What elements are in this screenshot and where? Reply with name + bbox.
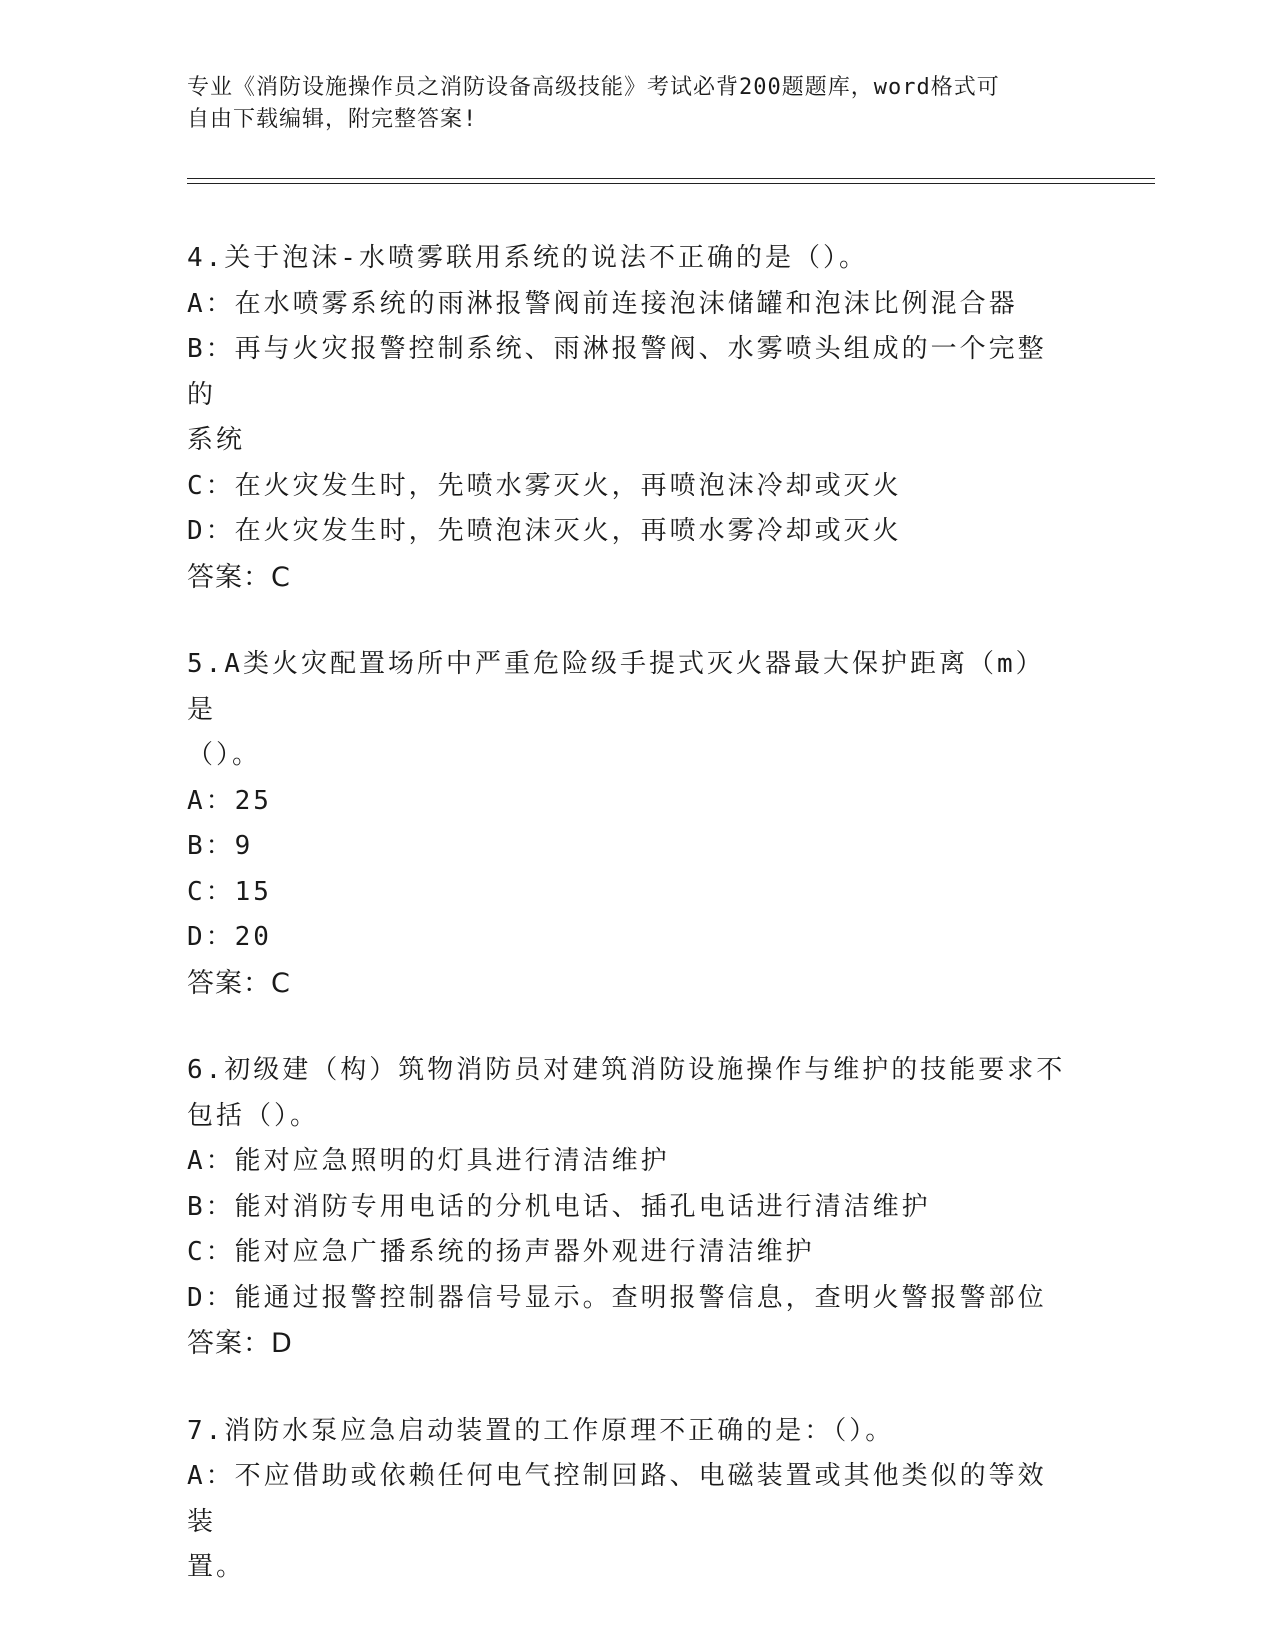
option-c: C：能对应急广播系统的扬声器外观进行清洁维护 xyxy=(187,1237,815,1267)
option-b: B：9 xyxy=(187,831,254,861)
option-c: C：15 xyxy=(187,876,272,907)
option-a: A：25 xyxy=(187,785,272,816)
answer-label: 答案：C xyxy=(187,967,291,999)
document-header xyxy=(187,72,1067,136)
question-stem: 5.A类火灾配置场所中严重危险级手提式灭火器最大保护距离（m）是 xyxy=(187,649,1045,725)
option-b-continued: 系统 xyxy=(187,425,246,455)
option-a: A：不应借助或依赖任何电气控制回路、电磁装置或其他类似的等效装 xyxy=(187,1461,1047,1537)
header-line-2: 自由下载编辑，附完整答案! xyxy=(187,107,478,132)
question-6 xyxy=(187,1048,1067,1367)
header-divider-top xyxy=(187,178,1155,179)
option-a: A：在水喷雾系统的雨淋报警阀前连接泡沫储罐和泡沫比例混合器 xyxy=(187,288,1018,319)
option-b: B：能对消防专用电话的分机电话、插孔电话进行清洁维护 xyxy=(187,1191,931,1222)
answer-label: 答案：C xyxy=(187,561,291,593)
option-d: D：在火灾发生时，先喷泡沫灭火，再喷水雾冷却或灭火 xyxy=(187,516,902,546)
option-a: A：能对应急照明的灯具进行清洁维护 xyxy=(187,1146,670,1176)
option-a-continued: 置。 xyxy=(187,1552,246,1582)
option-d: D：20 xyxy=(187,922,272,952)
question-7 xyxy=(187,1409,1067,1591)
option-c: C：在火灾发生时，先喷水雾灭火，再喷泡沫冷却或灭火 xyxy=(187,470,902,501)
question-5 xyxy=(187,642,1067,1006)
question-stem-continued: 包括（）。 xyxy=(187,1100,320,1131)
question-stem: 4.关于泡沫-水喷雾联用系统的说法不正确的是（）。 xyxy=(187,243,868,273)
answer-label: 答案：D xyxy=(187,1328,293,1359)
header-line-1: 专业《消防设施操作员之消防设备高级技能》考试必背200题题库，word格式可 xyxy=(187,75,1000,100)
header-divider-bottom xyxy=(187,183,1155,184)
option-b: B：再与火灾报警控制系统、雨淋报警阀、水雾喷头组成的一个完整的 xyxy=(187,334,1047,410)
question-stem-continued: （）。 xyxy=(187,740,262,770)
question-stem: 7.消防水泵应急启动装置的工作原理不正确的是：（）。 xyxy=(187,1415,895,1446)
option-d: D：能通过报警控制器信号显示。查明报警信息，查明火警报警部位 xyxy=(187,1282,1047,1313)
question-list xyxy=(187,236,1067,1633)
question-stem: 6.初级建（构）筑物消防员对建筑消防设施操作与维护的技能要求不 xyxy=(187,1055,1066,1085)
question-4 xyxy=(187,236,1067,600)
